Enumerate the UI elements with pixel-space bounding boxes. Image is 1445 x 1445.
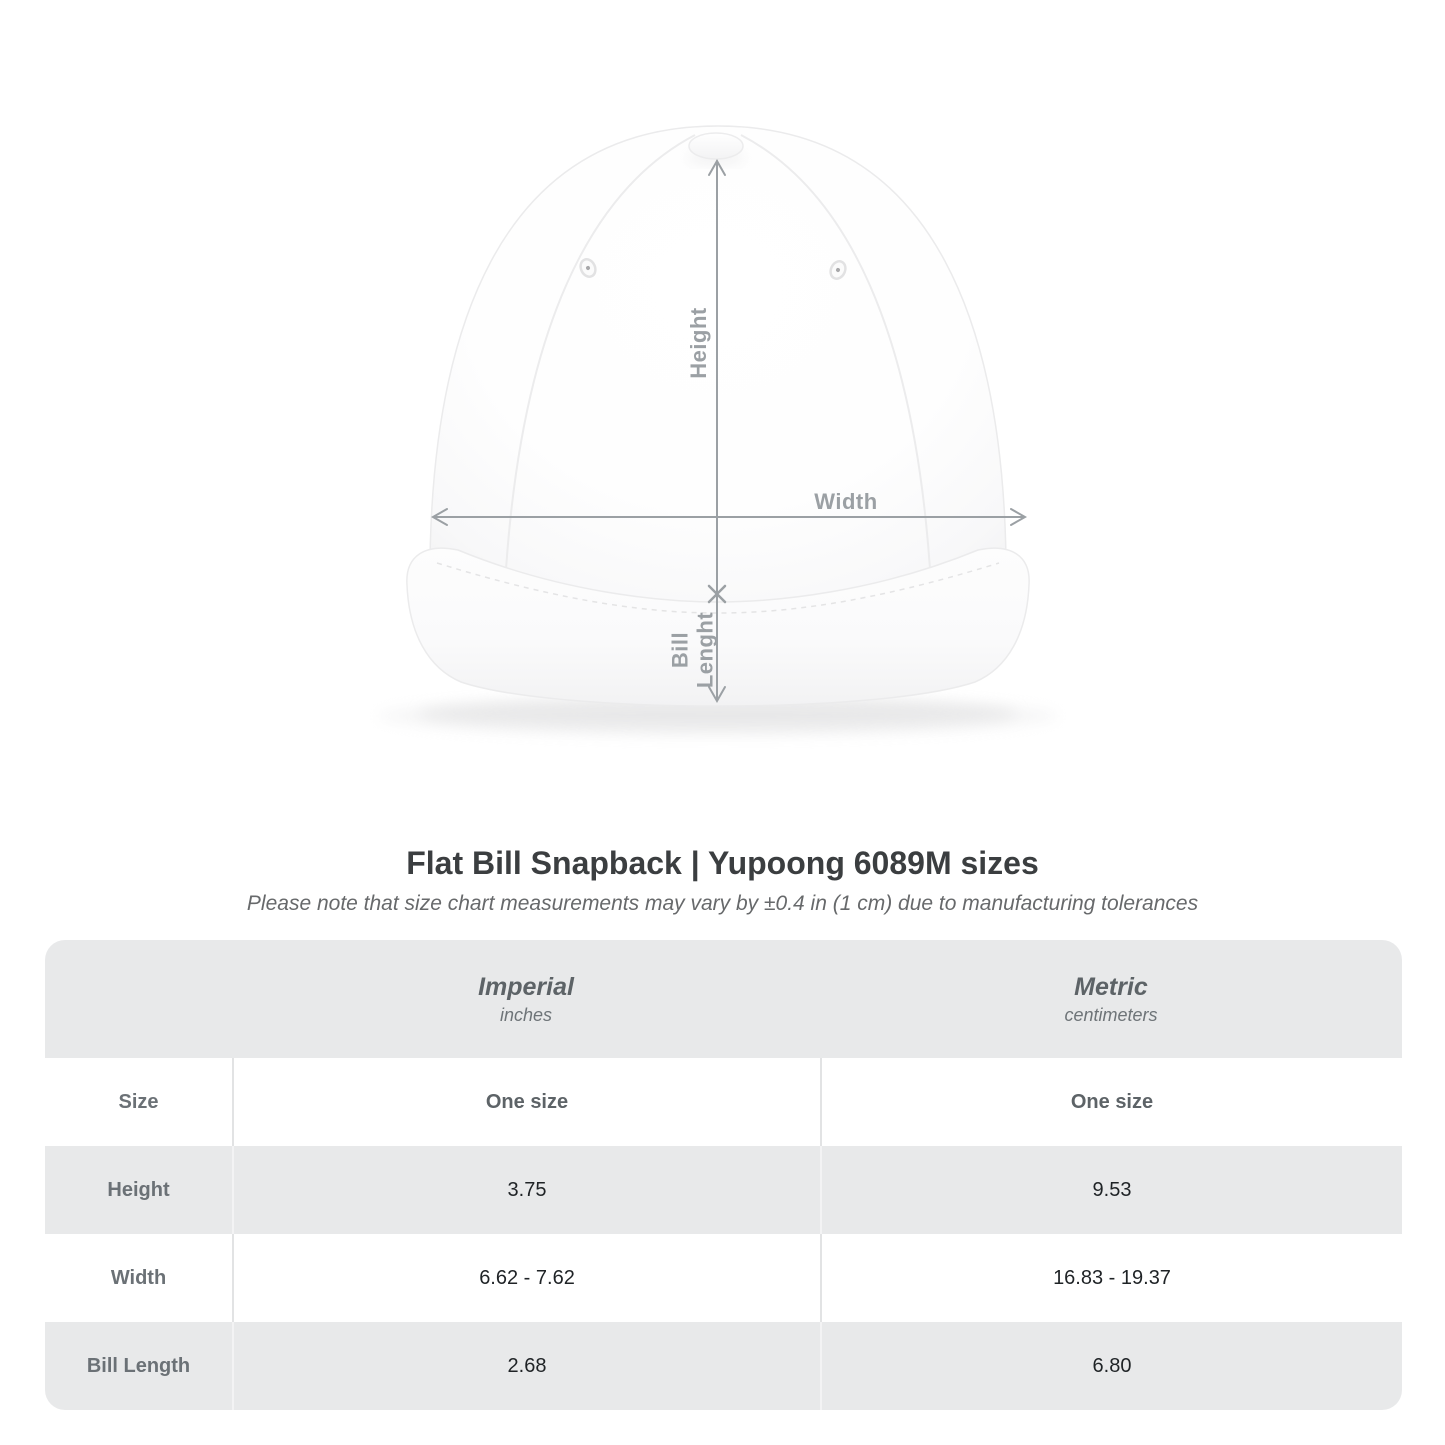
bill-length-imperial-value: 2.68 (232, 1322, 820, 1410)
width-metric-value: 16.83 - 19.37 (820, 1234, 1402, 1322)
table-row-width (45, 1234, 1402, 1322)
row-label-bill-length: Bill Length (86, 1354, 191, 1377)
table-row-height (45, 1146, 1402, 1234)
bill-length-metric-value: 6.80 (820, 1322, 1402, 1410)
size-chart-table (45, 940, 1402, 1410)
height-metric-value: 9.53 (820, 1146, 1402, 1234)
row-label-size: Size (118, 1090, 159, 1113)
imperial-header-label: Imperial (478, 972, 574, 1001)
page-title: Flat Bill Snapback | Yupoong 6089M sizes (406, 845, 1039, 881)
tolerance-note: Please note that size chart measurements may vary by ±0.4 in (1 cm) due to manufacturing tolerances (246, 892, 1199, 915)
imperial-header-unit: inches (499, 1004, 553, 1025)
row-label-height: Height (107, 1178, 170, 1201)
table-row-bill-length (45, 1322, 1402, 1410)
table-row-size (45, 1058, 1402, 1146)
size-imperial-value: One size (232, 1058, 820, 1146)
height-imperial-value: 3.75 (232, 1146, 820, 1234)
metric-column-header (820, 940, 1402, 1058)
imperial-column-header (232, 940, 820, 1058)
hat-button (689, 133, 743, 159)
metric-header-label: Metric (1074, 972, 1148, 1001)
bill-length-dimension-label: Bill Lenght (667, 611, 717, 689)
row-label-width: Width (110, 1266, 167, 1289)
width-dimension-label: Width (814, 489, 878, 514)
size-table-corner-cell (45, 940, 232, 1058)
metric-header-unit: centimeters (1064, 1004, 1158, 1025)
size-table-header (45, 940, 1402, 1058)
width-imperial-value: 6.62 - 7.62 (232, 1234, 820, 1322)
size-metric-value: One size (820, 1058, 1402, 1146)
height-dimension-label: Height (686, 307, 711, 379)
